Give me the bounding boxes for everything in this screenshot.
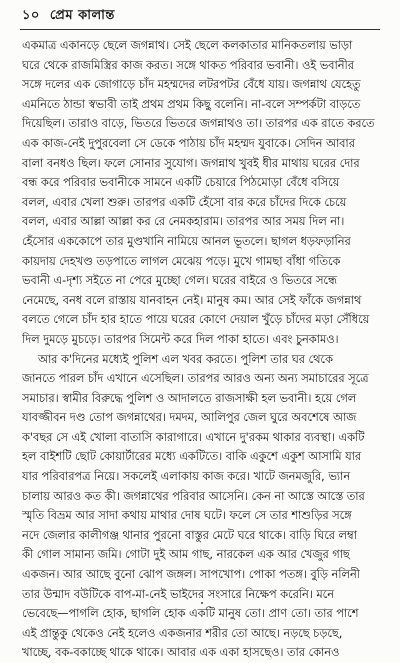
- text-line: দিয়েছিল। তারাও বাড়ে, ভিতরে ভিতরে জগন্নাথও তা। তারপর এক রাতে করতে: [22, 117, 375, 131]
- text-line: বালা বনধও ছিল। ফলে সোনার সুযোগ। জগন্নাথ খুবই ধীর মাথায় ঘরের দোর: [22, 156, 360, 170]
- text-line: নেমেছে, বনধ বলে রাস্তায় যানবাহন নেই। মানুষ কম। আর সেই ফাঁকে জগন্নাথ: [22, 293, 362, 307]
- text-line: বলতে গেলে চাঁদ হার হাতে পায়ে ঘরের কোণে দেয়াল খুঁড়ে চাঁদের মড়া সেঁধিয়ে: [22, 313, 370, 327]
- text-line: খাচ্ছে, বক-বকাচ্ছে থাকে থাকে। আবার এক একা হাসছেও। তার কোনও: [22, 646, 340, 660]
- text-line: আর ক'দিনের মধ্যেই পুলিশ এল খবর করতে। পুলিশ তার ঘর থেকে: [38, 352, 333, 366]
- text-line: যার পরিবারপত্র নিয়ে। সকলেই এলাকায় কাজ করে। খাটে জনমজুরি, ভ্যান: [22, 470, 351, 484]
- text-line: সমাচার। স্বামীর বিরুদ্ধে পুলিশ ও আদালতে রাজসাক্ষী হল ভবানী। হয়ে গেল: [22, 391, 357, 405]
- book-title: প্রেম কালান্ত: [49, 8, 115, 23]
- text-line: সঙ্গে দলের এক জোগাড়ে চাঁদ মহম্মদের লটরপটর বেঁধে যায়। জগন্নাথ যেহেতু: [22, 78, 361, 92]
- page-number: ১০: [22, 8, 40, 23]
- text-line: ক'বছর সে এই খোলা বাতাসি কারাগারে। এখানে দু'রকম থাকার ব্যবস্থা। একটি: [22, 430, 365, 444]
- header-rule: [20, 29, 380, 30]
- text-line: তার উন্মাদ বউটিকে বাপ-মা-নেই ভাইদের সংসারে নিক্ষেপ করেনি। মনে: [22, 587, 334, 601]
- page-mark: [201, 602, 203, 604]
- text-line: কী গোল সামান্য জমি। গোটা দুই আম গাছ, নারকেল এক আর খেজুর গাছ: [22, 548, 350, 562]
- text-line: বলল, এবার আল্লা আল্লা কর রে নেমকহারাম। তারপর আর সময় দিল না।: [22, 215, 345, 229]
- text-line: জানতে পারল চাঁদ এখানে এসেছিল। তারপর আরও অন্য অন্য সমাচারের সূত্রে: [22, 372, 369, 386]
- text-line: ঘরে থেকে রাজমিস্ত্রির কাজ করত। সঙ্গে থাকত পরিবার ভবানী। ওই ভবানীর: [22, 58, 354, 72]
- text-line: কায়দায় দেহখণ্ড তড়পাতে লাগল মেঝেয় পড়ে। মুখে গামছা বাঁধা গতিকে: [22, 254, 341, 268]
- text-line: বলল, এবার খেলা শুরু। তারপর একটি হেঁসো বার করে চাঁদের দিকে চেয়ে: [22, 195, 347, 209]
- running-header: [22, 6, 115, 27]
- text-line: ভেবেছে—পাগলি হোক, ছাগলি হোক একটি মানুষ তো। প্রাণ তো। তার পাশে: [22, 607, 359, 621]
- text-line: দিল দুমড়ে মুচড়ে। তারপর সিমেন্ট করে দিল পাকা হাতে। এবং চুনকামও।: [22, 332, 339, 346]
- text-line: যাবজ্জীবন দণ্ড তোপ জগন্নাথের। দমদম, আলিপুর জেল ঘুরে অবশেষে আজ: [22, 411, 357, 425]
- text-line: এক কাজ-নেই দুপুরবেলা সে ডেকে পাঠায় চাঁদ মহম্মদ যুবাকে। সেদিন আবার: [22, 136, 355, 150]
- text-line: চালায় আরও কত কী। জগন্নাথের পরিবার আসেনি। কেন না আস্তে আস্তে তার: [22, 489, 365, 503]
- text-line: হেঁসোর এককোপে তার মুণ্ডখানি নামিয়ে আনল ভূতলে। ছাগল ধড়ফড়ানির: [22, 234, 351, 248]
- text-line: এমনিতে ঠান্ডা স্বভাবী তাই প্রথম প্রথম কিছু বলেনি। না-বলে সম্পর্কটা বাড়তে: [22, 97, 361, 111]
- text-line: হল বাইশটি ছোট কোয়ার্টারের মধ্যে একটিতে। বাকি একুশে একুশ আসামি যার: [22, 450, 362, 464]
- page-body: [22, 36, 380, 663]
- text-line: একমাত্র একানড়ে ছেলে জগন্নাথ। সেই ছেলে কলকাতার মানিকতলায় ভাড়া: [22, 39, 353, 52]
- text-line: বন্ধ করে পরিবার ভবানীকে সামনে একটি চেয়ারে পিঠমোড়া বেঁধে বসিয়ে: [22, 176, 340, 190]
- text-line: একজন। আর আছে বুনো ঝোপ জঙ্গল। সাপখোপ। পোকা পতঙ্গ। বুড়ি নলিনী: [22, 568, 360, 582]
- text-line: ভবানী এ-দৃশ্য সইতে না পেরে মুচ্ছো গেল। ঘরের বাইরে ও ভিতরে সন্ধে: [22, 274, 337, 288]
- text-line: এই প্রান্তুকু থেকেও নেই হলেও একজনার শরীর তো আছে। নড়ছে চড়ছে,: [22, 626, 343, 640]
- text-line: স্মৃতি বিভ্রম আর সাদা কথায় মাথার দোষ ঘটে। ফলে সে তার শাশুড়ির সঙ্গে: [22, 509, 352, 523]
- text-line: নদে জেলার কালীগঞ্জ থানার পুরনো বাস্তুর মেটে ঘরে থাকে। বাড়ি ঘিরে লম্বা: [22, 528, 357, 542]
